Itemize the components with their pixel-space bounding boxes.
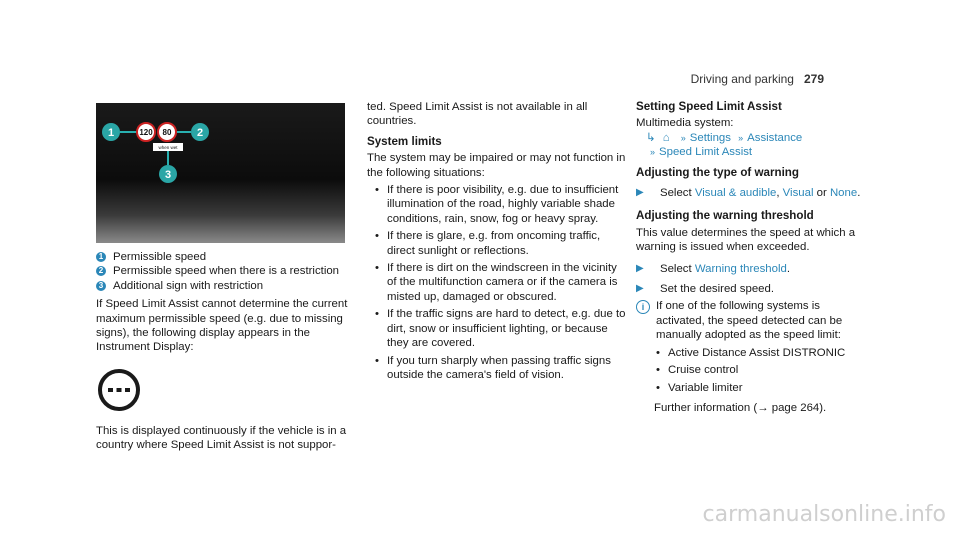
- system-item: [656, 381, 866, 395]
- period: .: [786, 262, 791, 275]
- bullet-dot: •: [375, 308, 379, 321]
- note-block: [636, 299, 866, 342]
- option-visual-audible[interactable]: Visual & audible: [694, 187, 777, 200]
- info-icon: i: [636, 300, 650, 314]
- paragraph-continuation: ted. Speed Limit Assist is not available in all countries.: [367, 101, 588, 128]
- action-text: [660, 186, 860, 200]
- chevron-icon: »: [738, 132, 744, 143]
- no-speed-limit-icon: [96, 367, 144, 413]
- speed-sign-1-text: 120: [139, 128, 153, 137]
- further-information: [654, 401, 866, 415]
- heading-warning-type: Adjusting the type of warning: [636, 165, 799, 179]
- legend-number: 1: [96, 252, 106, 262]
- play-icon: ▶: [636, 262, 644, 274]
- home-icon: ⌂: [662, 131, 670, 144]
- bullet-text: If there is dirt on the windscreen in the vicinity of the multifunction camera or if the camera is misted up, damaged or obscured.: [387, 262, 618, 303]
- chevron-icon: »: [680, 132, 686, 143]
- period: .: [857, 187, 861, 200]
- system-text: Variable limiter: [668, 381, 743, 394]
- path-speed-limit-assist[interactable]: Speed Limit Assist: [659, 146, 753, 159]
- watermark: carmanualsonline.info: [702, 502, 946, 527]
- page-header: [691, 72, 824, 86]
- path-arrow-icon: ↳: [646, 131, 656, 144]
- action-set-speed: [636, 282, 866, 296]
- system-item: [656, 346, 866, 360]
- further-label: Further information (: [654, 401, 758, 414]
- option-none[interactable]: None: [829, 187, 858, 200]
- bullet-dot: •: [375, 262, 379, 275]
- note-text: If one of the following systems is activated, the speed detected can be manually adopted as the speed limit:: [656, 300, 843, 342]
- play-icon: ▶: [636, 187, 644, 199]
- system-text: Cruise control: [668, 364, 739, 377]
- bullet-item: [375, 307, 629, 350]
- menu-path: [646, 131, 866, 160]
- speed-sign-2-text: 80: [162, 128, 172, 137]
- callout-3-label: 3: [164, 169, 172, 181]
- legend-text: Additional sign with restriction: [113, 279, 264, 292]
- legend-text: Permissible speed: [113, 251, 207, 263]
- heading-system-limits: System limits: [367, 134, 442, 148]
- page-number: 279: [803, 72, 824, 86]
- paragraph-continuous: This is displayed continuously if the vehicle is in a country where Speed Limit Assist is not suppor-: [96, 424, 347, 452]
- system-text: Active Distance Assist DISTRONIC: [668, 346, 846, 359]
- select-label: Select: [660, 262, 695, 275]
- legend-number: 3: [96, 281, 106, 291]
- no-speed-icon-wrap: [96, 367, 358, 413]
- action-text: [660, 262, 790, 276]
- legend-number: 2: [96, 266, 106, 276]
- bullet-dot: •: [375, 354, 379, 367]
- threshold-description: This value determines the speed at which a warning is issued when exceeded.: [636, 226, 856, 254]
- separator: ,: [776, 187, 783, 200]
- bullet-dot: •: [375, 184, 379, 197]
- figure-background: [96, 103, 345, 243]
- instrument-display-figure: [96, 103, 345, 243]
- paragraph-no-sign: If Speed Limit Assist cannot determine the current maximum permissible speed (e.g. due to missing signs), the following display appears in the Instrument Display:: [96, 298, 348, 354]
- arrow-icon: →: [757, 401, 769, 414]
- bullet-item: [375, 183, 629, 226]
- legend-item: [96, 279, 358, 293]
- column-1: [96, 250, 358, 453]
- callout-2-label: 2: [196, 127, 204, 139]
- chevron-icon: »: [650, 147, 656, 158]
- additional-sign-text: when wet: [158, 145, 178, 150]
- legend-text: Permissible speed when there is a restriction: [113, 265, 340, 278]
- bullet-dot: •: [656, 364, 660, 377]
- option-warning-threshold[interactable]: Warning threshold: [694, 262, 787, 275]
- select-label: Select: [660, 187, 695, 200]
- bullet-text: If you turn sharply when passing traffic signs outside the camera's field of vision.: [387, 354, 611, 381]
- action-select-warning: [636, 186, 866, 200]
- figure-svg: [96, 103, 345, 243]
- column-3: [636, 100, 866, 415]
- or-label: or: [813, 187, 830, 200]
- bullet-item: [375, 229, 629, 258]
- system-limits-intro: The system may be impaired or may not function in the following situations:: [367, 152, 626, 179]
- legend-item: [96, 250, 358, 264]
- bullet-text: If the traffic signs are hard to detect, e.g. due to dirt, snow or insufficient lighting, or because they are covered.: [387, 308, 626, 350]
- legend-item: [96, 264, 358, 278]
- header-title: Driving and parking: [690, 72, 794, 86]
- bullet-item: [375, 261, 629, 304]
- bullet-item: [375, 354, 629, 383]
- column-2: [367, 100, 629, 382]
- bullet-text: If there is poor visibility, e.g. due to insufficient illumination of the road, highly variable shade conditions, rain, snow, fog or heavy spray.: [387, 184, 619, 225]
- set-speed-text: Set the desired speed.: [660, 283, 774, 296]
- path-settings[interactable]: Settings: [689, 131, 731, 144]
- bullet-dot: •: [656, 346, 660, 359]
- callout-1-label: 1: [107, 127, 115, 139]
- multimedia-label: Multimedia system:: [636, 117, 734, 130]
- path-assistance[interactable]: Assistance: [747, 131, 803, 144]
- heading-warning-threshold: Adjusting the warning threshold: [636, 209, 814, 223]
- bullet-dot: •: [375, 230, 379, 243]
- system-item: [656, 363, 866, 377]
- page-reference[interactable]: page 264).: [768, 401, 827, 414]
- bullet-text: If there is glare, e.g. from oncoming traffic, direct sunlight or reflections.: [387, 230, 601, 257]
- option-visual[interactable]: Visual: [782, 187, 814, 200]
- action-select-threshold: [636, 262, 866, 276]
- play-icon: ▶: [636, 283, 644, 295]
- bullet-dot: •: [656, 381, 660, 394]
- heading-setting: Setting Speed Limit Assist: [636, 100, 782, 113]
